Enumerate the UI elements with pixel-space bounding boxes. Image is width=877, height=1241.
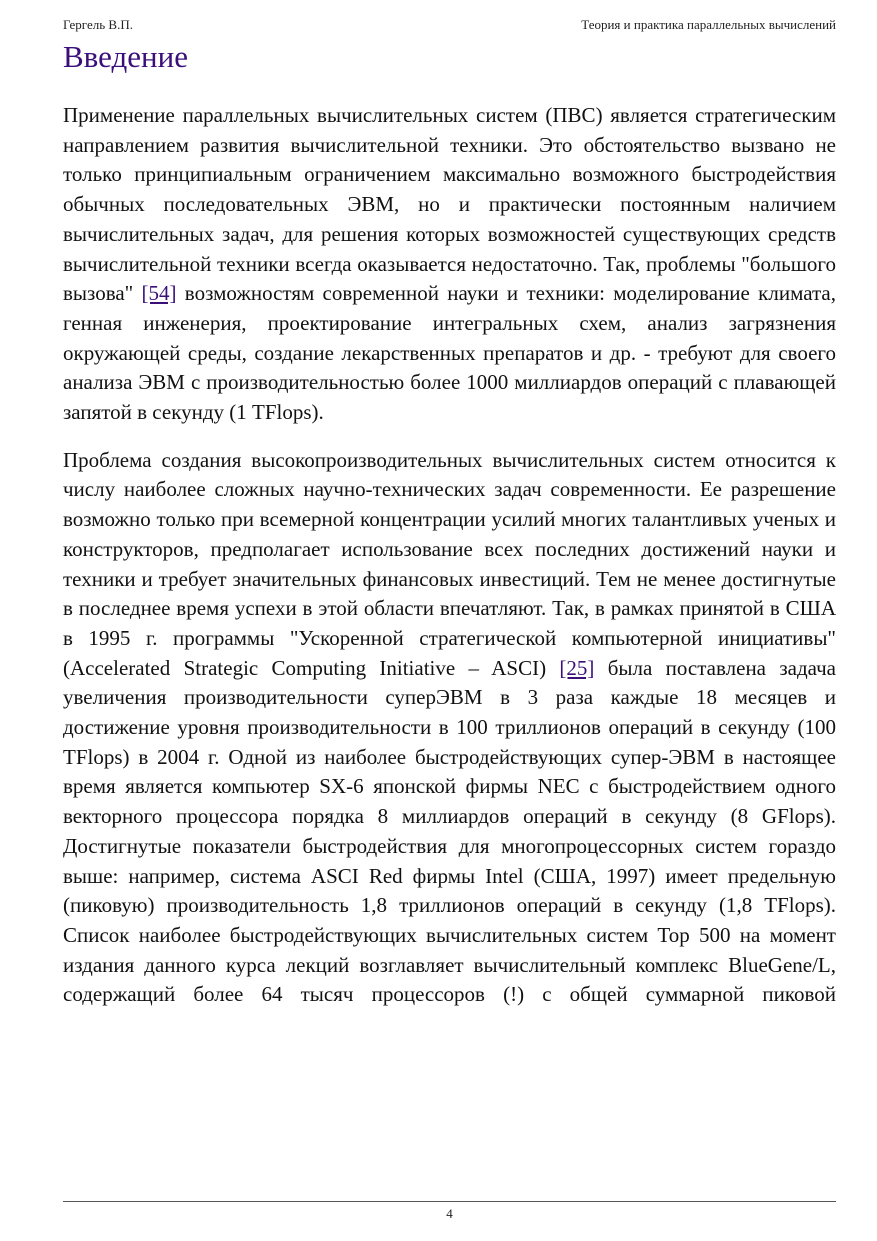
paragraph-2-text-b: была поставлена задача увеличения производительности суперЭВМ в 3 раза каждые 18 месяцев и достижение уровня производительности в 100 триллионов операций в секунду (100 TFlops) в 2004 г. Одной из наиболее быстродействующих супер-ЭВМ в настоящее время является компьютер SX-6 японской фирмы NEC с быстродействием одного векторного процессора порядка 8 миллиардов операций в секунду (8 GFlops). Достигнутые показатели быстродействия для многопроцессорных систем гораздо выше: например, система ASCI Red фирмы Intel (США, 1997) имеет предельную (пиковую) производительность 1,8 триллионов операций в секунду (1,8 TFlops). Список наиболее быстродействующих вычислительных систем Top 500 на момент издания данного курса лекций возглавляет вычислительный комплекс BlueGene/L, содержащий более 64 тысяч процессоров (!) с общей суммарной пиковой <box>63 655 837 1007</box>
citation-link-25[interactable]: [25] <box>559 655 595 680</box>
page-number: 4 <box>446 1206 453 1221</box>
paragraph-1-text-b: возможностям современной науки и техники: моделирование климата, генная инженерия, проектирование интегральных схем, анализ загрязнения окружающей среды, создание лекарственных препаратов и др. - требуют для своего анализа ЭВМ с производительностью более 1000 миллиардов операций с плавающей запятой в секунду (1 TFlops). <box>63 281 836 425</box>
document-page <box>63 0 836 1241</box>
footer-divider <box>63 1201 836 1202</box>
citation-link-54[interactable]: [54] <box>141 281 177 306</box>
paragraph-1 <box>63 101 836 428</box>
paragraph-1-text-a: Применение параллельных вычислительных систем (ПВС) является стратегическим направлением развития вычислительной техники. Это обстоятельство вызвано не только принципиальным ограничением максимально возможного быстродействия обычных последовательных ЭВМ, но и практически постоянным наличием вычислительных задач, для решения которых возможностей существующих средств вычислительной техники всегда оказывается недостаточно. Так, проблемы "большого вызова" <box>63 103 836 306</box>
paragraph-2 <box>63 446 836 1010</box>
paragraph-2-text-a: Проблема создания высокопроизводительных вычислительных систем относится к числу наиболее сложных научно-технических задач современности. Ее разрешение возможно только при всемерной концентрации усилий многих талантливых ученых и конструкторов, предполагает использование всех последних достижений науки и техники и требует значительных финансовых инвестиций. Тем не менее достигнутые в последнее время успехи в этой области впечатляют. Так, в рамках принятой в США в 1995 г. программы "Ускоренной стратегической компьютерной инициативы" (Accelerated Strategic Computing Initiative – ASCI) <box>63 447 836 680</box>
header-course-title: Теория и практика параллельных вычислений <box>581 17 836 32</box>
document-body <box>63 101 836 1010</box>
section-title: Введение <box>63 39 188 74</box>
header-author: Гергель В.П. <box>63 17 133 32</box>
